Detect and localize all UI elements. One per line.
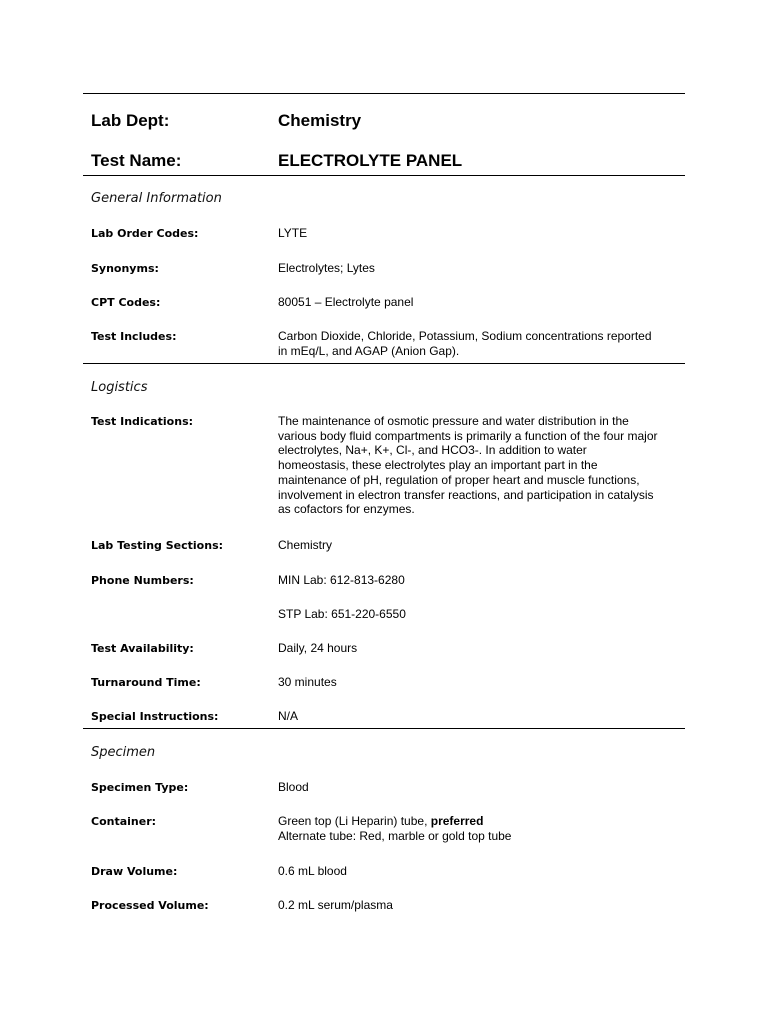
test-includes-line: in mEq/L, and AGAP (Anion Gap). — [278, 343, 460, 358]
container-preferred-tube: Green top (Li Heparin) tube, — [278, 814, 431, 828]
lab-testing-sections-label: Lab Testing Sections: — [91, 539, 224, 552]
test-includes-value — [278, 329, 678, 358]
draw-volume-label: Draw Volume: — [91, 865, 178, 878]
lab-testing-sections-value: Chemistry — [278, 538, 333, 552]
test-includes-line: Carbon Dioxide, Chloride, Potassium, Sodium concentrations reported — [278, 329, 652, 343]
section-title-general: General Information — [91, 191, 222, 206]
test-name-value: ELECTROLYTE PANEL — [278, 151, 463, 170]
test-indications-label: Test Indications: — [91, 415, 194, 428]
test-name-label: Test Name: — [91, 151, 182, 170]
lab-order-codes-value: LYTE — [278, 226, 308, 240]
cpt-codes-value: 80051 – Electrolyte panel — [278, 295, 414, 309]
logistics-divider — [83, 728, 685, 729]
container-value — [278, 814, 678, 843]
top-divider — [83, 93, 685, 94]
processed-volume-value: 0.2 mL serum/plasma — [278, 898, 393, 912]
stp-lab-phone: STP Lab: 651-220-6550 — [278, 607, 406, 621]
test-indications-line: various body fluid compartments is primarily a function of the four major — [278, 428, 658, 443]
preferred-emphasis: preferred — [430, 814, 484, 828]
container-label: Container: — [91, 815, 157, 828]
phone-numbers-label: Phone Numbers: — [91, 574, 194, 587]
processed-volume-label: Processed Volume: — [91, 899, 209, 912]
lab-test-document — [83, 0, 685, 1024]
cpt-codes-label: CPT Codes: — [91, 296, 161, 309]
lab-dept-label: Lab Dept: — [91, 111, 170, 130]
draw-volume-value: 0.6 mL blood — [278, 864, 347, 878]
container-line-preferred — [278, 814, 678, 829]
synonyms-value: Electrolytes; Lytes — [278, 261, 375, 275]
special-instructions-label: Special Instructions: — [91, 710, 219, 723]
special-instructions-value: N/A — [278, 709, 299, 723]
min-lab-phone: MIN Lab: 612-813-6280 — [278, 573, 405, 587]
section-title-specimen: Specimen — [91, 745, 156, 760]
header-divider — [83, 175, 685, 176]
test-indications-line: electrolytes, Na+, K+, Cl-, and HCO3-. In addition to water — [278, 443, 587, 458]
lab-dept-value: Chemistry — [278, 111, 362, 130]
test-availability-label: Test Availability: — [91, 642, 194, 655]
test-indications-line: involvement in electron transfer reactions, and participation in catalysis — [278, 487, 654, 502]
test-indications-line: maintenance of pH, regulation of proper heart and muscle functions, — [278, 472, 640, 487]
test-includes-label: Test Includes: — [91, 330, 177, 343]
test-indications-line: as cofactors for enzymes. — [278, 502, 415, 517]
container-line-alternate: Alternate tube: Red, marble or gold top tube — [278, 828, 512, 843]
specimen-type-label: Specimen Type: — [91, 781, 189, 794]
turnaround-time-value: 30 minutes — [278, 675, 337, 689]
test-indications-value — [278, 414, 678, 517]
synonyms-label: Synonyms: — [91, 262, 159, 275]
general-divider — [83, 363, 685, 364]
test-availability-value: Daily, 24 hours — [278, 641, 358, 655]
test-indications-line: homeostasis, these electrolytes play an important part in the — [278, 458, 598, 473]
lab-order-codes-label: Lab Order Codes: — [91, 227, 199, 240]
test-indications-line: The maintenance of osmotic pressure and water distribution in the — [278, 414, 629, 428]
turnaround-time-label: Turnaround Time: — [91, 676, 201, 689]
specimen-type-value: Blood — [278, 780, 309, 794]
section-title-logistics: Logistics — [91, 380, 148, 395]
